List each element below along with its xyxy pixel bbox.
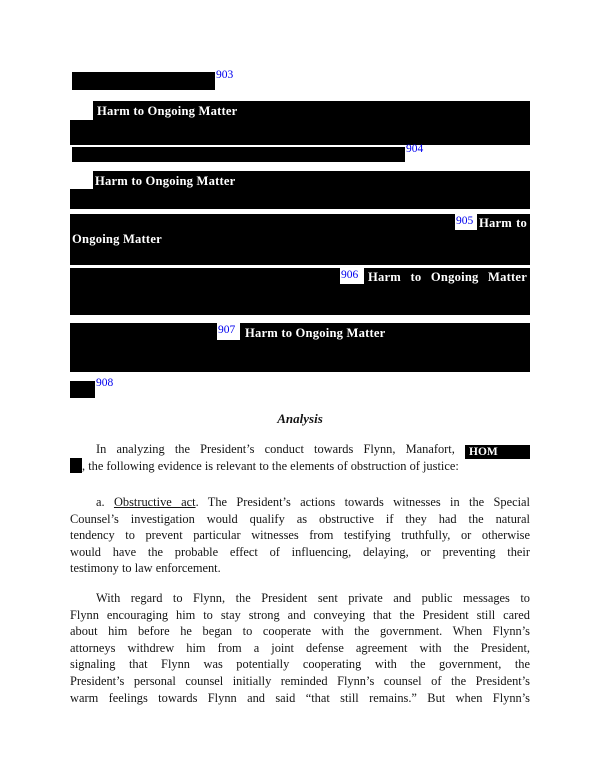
footnote-link-904[interactable]: 904: [406, 143, 424, 155]
text-run: . The President’s actions towards witnesses in the Special: [195, 495, 530, 509]
paragraph-obstructive-act: [70, 494, 530, 577]
text-line: would have the probable effect of influencing, delaying, or preventing their: [70, 544, 530, 559]
redaction-box-908: [70, 381, 95, 398]
footnote-link-906[interactable]: 906: [341, 269, 359, 281]
text-line: [70, 441, 530, 458]
footnote-cutout: [217, 323, 240, 340]
text-run: In analyzing the President’s conduct towards Flynn, Manafort,: [96, 442, 455, 456]
footnote-link-908[interactable]: 908: [96, 377, 114, 389]
redaction-label: Harm to Ongoing Matter: [245, 326, 386, 340]
redaction-block-905: [70, 214, 530, 265]
redaction-block-907: [70, 323, 530, 372]
text-line: about him before he began to cooperate with the government. When Flynn’s: [70, 624, 530, 639]
text-line: tendency to prevent particular witnesses from testifying truthfully, or otherwise: [70, 528, 530, 543]
redaction-block-2: [70, 171, 530, 209]
redaction-label: Harm to Ongoing Matter: [368, 270, 527, 284]
redaction-label: Harm: [479, 216, 512, 230]
text-line: President’s personal counsel initially reminded Flynn’s counsel of the President’s: [70, 673, 530, 688]
footnote-cutout: [340, 268, 364, 284]
text-line: [70, 458, 530, 475]
redaction-notch: [70, 101, 93, 120]
underlined-term: Obstructive act: [113, 495, 196, 509]
redaction-notch: [70, 171, 93, 189]
text-line: Flynn encouraging him to stay strong and conveying that the President still cared: [70, 607, 530, 622]
text-run: a.: [96, 495, 114, 509]
redaction-block-906: [70, 268, 530, 315]
redaction-bar-904: [72, 147, 405, 162]
inline-redaction-hom: HOM: [465, 445, 530, 459]
redaction-label: Ongoing Matter: [72, 232, 162, 246]
text-line: warm feelings towards Flynn and said “that still remains.” But when Flynn’s: [70, 690, 530, 705]
footnote-link-907[interactable]: 907: [218, 324, 236, 336]
text-line: Counsel’s investigation would qualify as obstructive if they had the natural: [70, 511, 530, 526]
text-line: With regard to Flynn, the President sent private and public messages to: [96, 591, 530, 605]
redaction-block-1: [70, 101, 530, 145]
paragraph-intro: [70, 441, 530, 474]
footnote-link-903[interactable]: 903: [216, 69, 234, 81]
redaction-label: to: [516, 216, 527, 230]
paragraph-flynn: [70, 590, 530, 706]
text-run: , the following evidence is relevant to the elements of obstruction of justice:: [82, 458, 459, 473]
footnote-cutout: [455, 214, 477, 230]
text-line: signaling that Flynn was potentially cooperating with the government, the: [70, 657, 530, 672]
redaction-bar-903: [72, 72, 215, 90]
inline-redaction-box: [70, 458, 82, 473]
text-line: testimony to law enforcement.: [70, 561, 221, 576]
text-line: [70, 494, 530, 511]
redaction-label: Harm to Ongoing Matter: [97, 104, 238, 118]
redaction-label: Harm to Ongoing Matter: [95, 174, 236, 188]
text-line: attorneys withdrew him from a joint defense agreement with the President,: [70, 640, 530, 655]
footnote-link-905[interactable]: 905: [456, 215, 474, 227]
analysis-heading: Analysis: [277, 411, 323, 426]
